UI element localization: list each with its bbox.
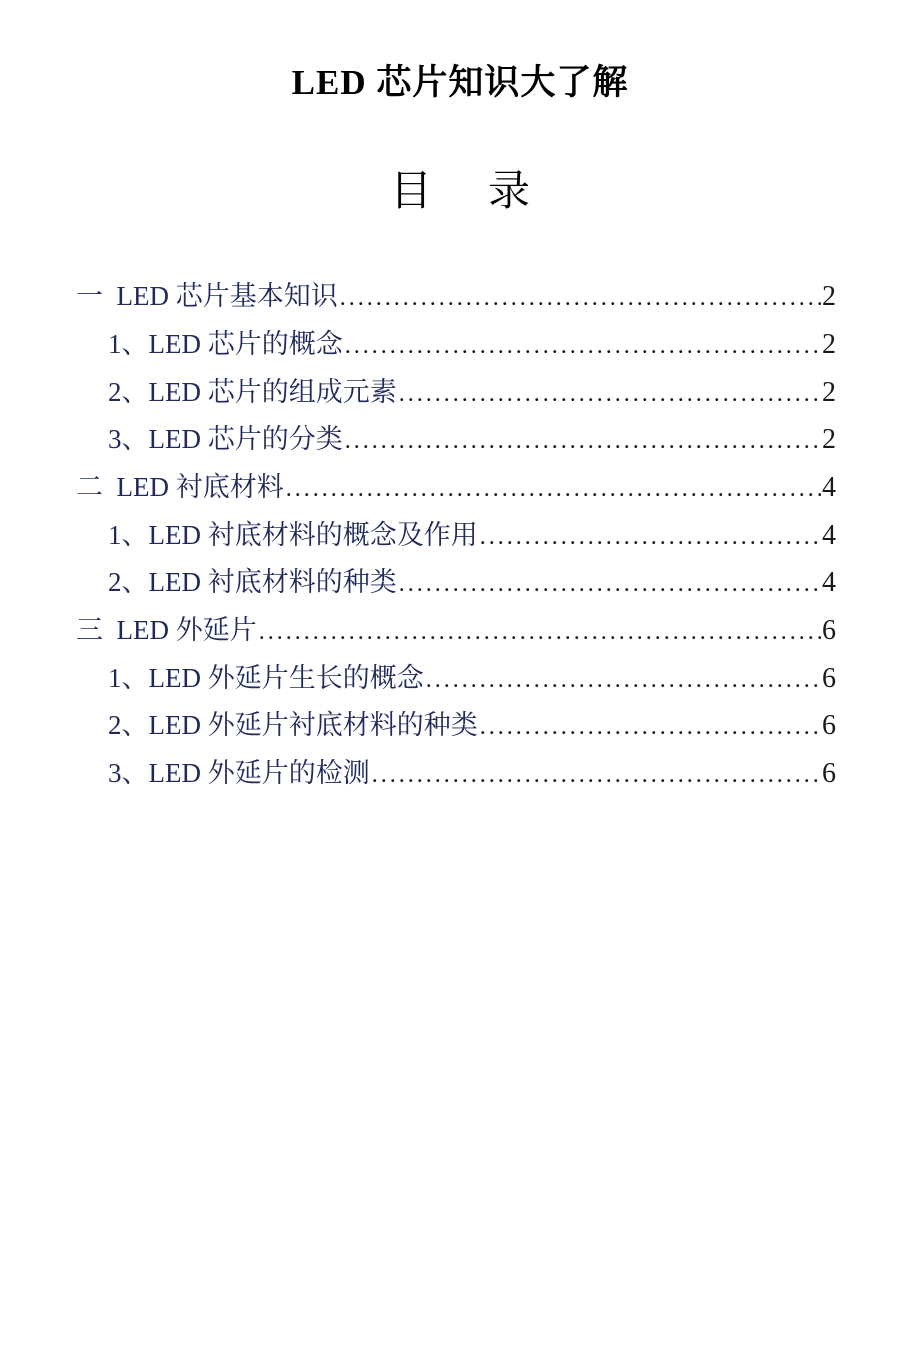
document-title: LED 芯片知识大了解	[291, 63, 629, 102]
toc-leader-dots	[340, 284, 821, 313]
toc-entry-page-number: 2	[822, 328, 836, 360]
toc-leader-dots	[372, 761, 821, 790]
toc-entry-label: 2、LED 芯片的组成元素	[108, 376, 397, 407]
toc-entry[interactable]	[76, 423, 836, 471]
toc-entry-label: 1、LED 芯片的概念	[108, 328, 343, 359]
toc-entry-page-number: 4	[822, 567, 836, 599]
table-of-contents	[76, 280, 836, 805]
toc-entry[interactable]	[76, 471, 836, 519]
toc-entry-page-number: 2	[822, 281, 836, 313]
toc-leader-dots	[345, 332, 821, 361]
toc-entry-label: 2、LED 衬底材料的种类	[108, 567, 397, 598]
toc-leader-dots	[259, 618, 821, 647]
toc-leader-dots	[399, 570, 821, 599]
toc-entry-label: 1、LED 外延片生长的概念	[108, 662, 424, 693]
toc-entry-page-number: 2	[822, 376, 836, 408]
toc-entry-page-number: 4	[822, 472, 836, 504]
toc-entry-label: 3、LED 芯片的分类	[108, 424, 343, 455]
toc-entry[interactable]	[76, 280, 836, 328]
toc-entry[interactable]	[76, 757, 836, 805]
toc-leader-dots	[480, 713, 821, 742]
toc-entry-page-number: 6	[822, 710, 836, 742]
toc-leader-dots	[286, 475, 821, 504]
toc-entry[interactable]	[76, 328, 836, 376]
toc-entry-label: 一 LED 芯片基本知识	[76, 281, 338, 312]
toc-heading-char-left: 目	[389, 169, 432, 215]
toc-leader-dots	[399, 380, 821, 409]
toc-entry-label: 三 LED 外延片	[76, 615, 257, 646]
toc-entry[interactable]	[76, 662, 836, 710]
toc-heading-char-right: 录	[488, 169, 531, 215]
toc-entry-page-number: 6	[822, 758, 836, 790]
toc-leader-dots	[345, 427, 821, 456]
toc-entry[interactable]	[76, 614, 836, 662]
toc-entry-page-number: 4	[822, 519, 836, 551]
toc-entry-label: 二 LED 衬底材料	[76, 472, 284, 503]
toc-leader-dots	[426, 666, 821, 695]
toc-entry-label: 1、LED 衬底材料的概念及作用	[108, 519, 478, 550]
toc-leader-dots	[480, 523, 821, 552]
toc-entry-page-number: 6	[822, 615, 836, 647]
toc-entry[interactable]	[76, 519, 836, 567]
toc-entry-page-number: 6	[822, 662, 836, 694]
toc-entry-page-number: 2	[822, 424, 836, 456]
toc-heading	[0, 168, 920, 216]
toc-entry[interactable]	[76, 709, 836, 757]
toc-entry[interactable]	[76, 566, 836, 614]
toc-entry[interactable]	[76, 376, 836, 424]
toc-entry-label: 2、LED 外延片衬底材料的种类	[108, 710, 478, 741]
toc-entry-label: 3、LED 外延片的检测	[108, 758, 370, 789]
